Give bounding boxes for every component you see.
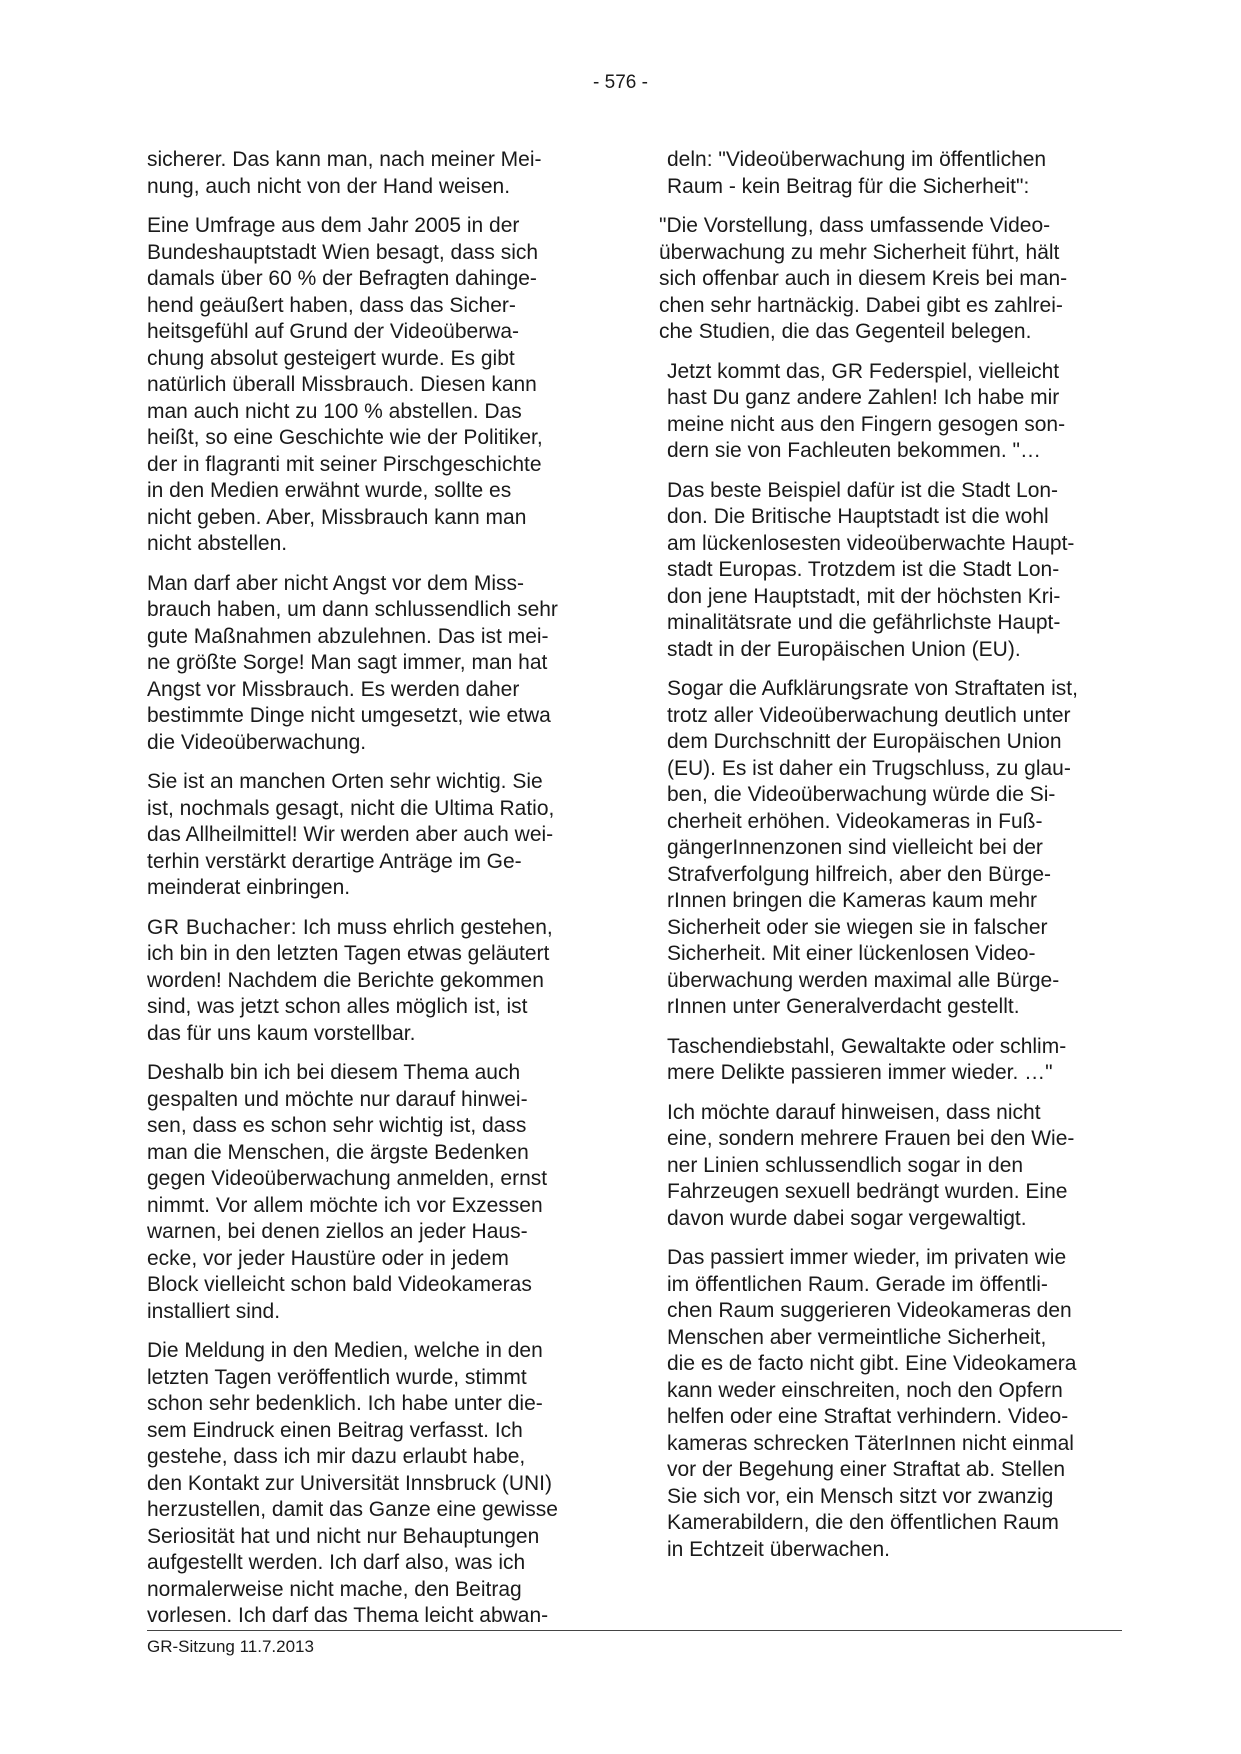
text-line: überwachung zu mehr Sicherheit führt, hält bbox=[659, 240, 1060, 264]
text-line: stadt Europas. Trotzdem ist die Stadt Lon- bbox=[667, 558, 1060, 581]
text-line: Fahrzeugen sexuell bedrängt wurden. Eine bbox=[667, 1180, 1068, 1203]
text-line: dern sie von Fachleuten bekommen. "… bbox=[667, 439, 1041, 462]
text-line: worden! Nachdem die Berichte gekommen bbox=[147, 968, 544, 992]
text-line: damals über 60 % der Befragten dahinge- bbox=[147, 267, 537, 290]
text-line: chen Raum suggerieren Videokameras den bbox=[667, 1299, 1072, 1322]
text-line: überwachung werden maximal alle Bürge- bbox=[667, 968, 1060, 992]
text-line: natürlich überall Missbrauch. Diesen kann bbox=[147, 373, 537, 396]
text-line: sen, dass es schon sehr wichtig ist, dass bbox=[147, 1114, 527, 1137]
text-line: nicht abstellen. bbox=[147, 532, 288, 555]
paragraph bbox=[667, 1100, 1127, 1233]
text-line: im öffentlichen Raum. Gerade im öffentli- bbox=[667, 1272, 1048, 1296]
text-line: cherheit erhöhen. Videokameras in Fuß- bbox=[667, 809, 1043, 833]
text-line: vorlesen. Ich darf das Thema leicht abwan- bbox=[147, 1604, 549, 1627]
text-line: dem Durchschnitt der Europäischen Union bbox=[667, 730, 1062, 753]
text-line: (EU). Es ist daher ein Trugschluss, zu glau- bbox=[667, 756, 1071, 780]
text-line: trotz aller Videoüberwachung deutlich unter bbox=[667, 703, 1071, 727]
text-line: ne größte Sorge! Man sagt immer, man hat bbox=[147, 651, 548, 674]
right-column bbox=[659, 147, 1127, 1576]
text-line: heißt, so eine Geschichte wie der Politiker, bbox=[147, 426, 543, 449]
text-line: Block vielleicht schon bald Videokameras bbox=[147, 1273, 532, 1296]
paragraph bbox=[667, 359, 1127, 465]
text-line: kann weder einschreiten, noch den Opfern bbox=[667, 1378, 1063, 1402]
text-line: Menschen aber vermeintliche Sicherheit, bbox=[667, 1325, 1047, 1349]
text-line: Sogar die Aufklärungsrate von Straftaten ist, bbox=[667, 677, 1078, 700]
text-line: installiert sind. bbox=[147, 1299, 281, 1323]
paragraph bbox=[667, 147, 1127, 200]
left-column bbox=[147, 147, 602, 1643]
text-line: sicherer. Das kann man, nach meiner Mei- bbox=[147, 148, 542, 171]
text-line: normalerweise nicht mache, den Beitrag bbox=[147, 1577, 522, 1601]
text-line: das Allheilmittel! Wir werden aber auch wei- bbox=[147, 823, 554, 846]
text-line: man auch nicht zu 100 % abstellen. Das bbox=[147, 399, 522, 423]
text-line: nicht geben. Aber, Missbrauch kann man bbox=[147, 505, 527, 529]
text-line: Kamerabildern, die den öffentlichen Raum bbox=[667, 1511, 1059, 1534]
text-line: nimmt. Vor allem möchte ich vor Exzessen bbox=[147, 1193, 543, 1217]
text-line: gespalten und möchte nur darauf hinwei- bbox=[147, 1087, 528, 1111]
text-line: Eine Umfrage aus dem Jahr 2005 in der bbox=[147, 214, 520, 237]
text-line: Sicherheit oder sie wiegen sie in falscher bbox=[667, 915, 1048, 939]
paragraph bbox=[147, 915, 602, 1048]
paragraph bbox=[147, 147, 602, 200]
text-line: Raum - kein Beitrag für die Sicherheit": bbox=[667, 174, 1030, 198]
text-line: Sie sich vor, ein Mensch sitzt vor zwanzig bbox=[667, 1484, 1054, 1508]
text-line: die es de facto nicht gibt. Eine Videokamera bbox=[667, 1352, 1077, 1375]
text-line: rInnen bringen die Kameras kaum mehr bbox=[667, 889, 1038, 912]
text-line: don. Die Britische Hauptstadt ist die wohl bbox=[667, 505, 1049, 528]
text-line: der in flagranti mit seiner Pirschgeschichte bbox=[147, 452, 542, 476]
text-line: die Videoüberwachung. bbox=[147, 730, 367, 754]
text-line: gestehe, dass ich mir dazu erlaubt habe, bbox=[147, 1445, 526, 1468]
text-line: Bundeshauptstadt Wien besagt, dass sich bbox=[147, 240, 539, 264]
paragraph bbox=[147, 1338, 602, 1630]
text-line: mere Delikte passieren immer wieder. …" bbox=[667, 1061, 1053, 1084]
text-line: chen sehr hartnäckig. Dabei gibt es zahlrei- bbox=[659, 293, 1063, 317]
text-line: che Studien, die das Gegenteil belegen. bbox=[659, 320, 1032, 343]
text-line: warnen, bei denen ziellos an jeder Haus- bbox=[147, 1220, 528, 1243]
text-line: Taschendiebstahl, Gewaltakte oder schlim- bbox=[667, 1034, 1067, 1058]
text-line: in Echtzeit überwachen. bbox=[667, 1537, 890, 1561]
text-line: schon sehr bedenklich. Ich habe unter die- bbox=[147, 1392, 543, 1415]
text-line: Strafverfolgung hilfreich, aber den Bürge- bbox=[667, 862, 1052, 886]
text-line: gegen Videoüberwachung anmelden, ernst bbox=[147, 1167, 548, 1190]
text-line: eine, sondern mehrere Frauen bei den Wie- bbox=[667, 1127, 1075, 1150]
text-line: ich bin in den letzten Tagen etwas geläutert bbox=[147, 942, 550, 965]
text-line: letzten Tagen veröffentlich wurde, stimmt bbox=[147, 1365, 527, 1389]
paragraph bbox=[667, 478, 1127, 664]
text-line: bestimmte Dinge nicht umgesetzt, wie etwa bbox=[147, 704, 551, 727]
text-line: sich offenbar auch in diesem Kreis bei man- bbox=[659, 267, 1068, 290]
text-line: brauch haben, um dann schlussendlich sehr bbox=[147, 598, 558, 621]
text-line: das für uns kaum vorstellbar. bbox=[147, 1021, 416, 1045]
text-line: Ich möchte darauf hinweisen, dass nicht bbox=[667, 1100, 1041, 1124]
speaker-name: GR Buchacher: bbox=[147, 915, 298, 939]
text-line: aufgestellt werden. Ich darf also, was ich bbox=[147, 1551, 526, 1574]
footer-divider bbox=[147, 1630, 1122, 1631]
text-line: ist, nochmals gesagt, nicht die Ultima Ratio, bbox=[147, 796, 555, 820]
page-number: - 576 - bbox=[593, 72, 648, 93]
text-line: meine nicht aus den Fingern gesogen son- bbox=[667, 412, 1066, 436]
text-line: man die Menschen, die ärgste Bedenken bbox=[147, 1140, 529, 1164]
footer-session-date: GR-Sitzung 11.7.2013 bbox=[147, 1637, 314, 1656]
text-line: GR Buchacher: Ich muss ehrlich gestehen, bbox=[147, 915, 553, 939]
text-line: ben, die Videoüberwachung würde die Si- bbox=[667, 783, 1056, 806]
paragraph bbox=[667, 676, 1127, 1021]
text-line: Das beste Beispiel dafür ist die Stadt Lon- bbox=[667, 478, 1059, 502]
paragraph bbox=[147, 571, 602, 757]
text-line: sind, was jetzt schon alles möglich ist, ist bbox=[147, 995, 528, 1018]
text-line: deln: "Videoüberwachung im öffentlichen bbox=[667, 148, 1047, 171]
text-line: Seriosität hat und nicht nur Behauptungen bbox=[147, 1524, 540, 1548]
text-line: hend geäußert haben, dass das Sicher- bbox=[147, 293, 516, 317]
text-line: Das passiert immer wieder, im privaten wie bbox=[667, 1246, 1067, 1269]
text-line: nung, auch nicht von der Hand weisen. bbox=[147, 174, 511, 198]
text-line: hast Du ganz andere Zahlen! Ich habe mir bbox=[667, 386, 1060, 409]
text-line: in den Medien erwähnt wurde, sollte es bbox=[147, 479, 512, 502]
text-line: davon wurde dabei sogar vergewaltigt. bbox=[667, 1206, 1027, 1230]
text-line: don jene Hauptstadt, mit der höchsten Kri- bbox=[667, 584, 1061, 608]
text-line: minalitätsrate und die gefährlichste Haupt- bbox=[667, 611, 1061, 634]
text-line: Deshalb bin ich bei diesem Thema auch bbox=[147, 1061, 521, 1084]
text-line: ner Linien schlussendlich sogar in den bbox=[667, 1153, 1024, 1177]
text-line: Sicherheit. Mit einer lückenlosen Video- bbox=[667, 942, 1036, 965]
paragraph bbox=[147, 213, 602, 558]
paragraph bbox=[147, 1060, 602, 1325]
text-line: vor der Begehung einer Straftat ab. Stellen bbox=[667, 1458, 1066, 1481]
text-line: Die Meldung in den Medien, welche in den bbox=[147, 1339, 543, 1362]
text-line: "Die Vorstellung, dass umfassende Video- bbox=[659, 214, 1051, 237]
paragraph bbox=[147, 769, 602, 902]
text-line: terhin verstärkt derartige Anträge im Ge- bbox=[147, 849, 522, 873]
paragraph bbox=[659, 213, 1127, 346]
paragraph bbox=[667, 1034, 1127, 1087]
text-line: sem Eindruck einen Beitrag verfasst. Ich bbox=[147, 1418, 523, 1442]
text-line: meinderat einbringen. bbox=[147, 876, 351, 899]
text-line: rInnen unter Generalverdacht gestellt. bbox=[667, 995, 1020, 1018]
text-line: Jetzt kommt das, GR Federspiel, vielleicht bbox=[667, 359, 1060, 383]
text-line: den Kontakt zur Universität Innsbruck (UNI) bbox=[147, 1471, 552, 1495]
paragraph bbox=[667, 1245, 1127, 1563]
text-line: Man darf aber nicht Angst vor dem Miss- bbox=[147, 571, 524, 595]
text-line: Sie ist an manchen Orten sehr wichtig. Sie bbox=[147, 770, 543, 793]
text-line: ecke, vor jeder Haustüre oder in jedem bbox=[147, 1246, 509, 1270]
text-line: am lückenlosesten videoüberwachte Haupt- bbox=[667, 531, 1075, 555]
text-line: helfen oder eine Straftat verhindern. Video- bbox=[667, 1405, 1069, 1428]
text-line: herzustellen, damit das Ganze eine gewisse bbox=[147, 1498, 558, 1521]
text-line: Angst vor Missbrauch. Es werden daher bbox=[147, 677, 520, 701]
text-line: heitsgefühl auf Grund der Videoüberwa- bbox=[147, 320, 520, 343]
text-line: kameras schrecken TäterInnen nicht einmal bbox=[667, 1431, 1074, 1455]
text-line: gute Maßnahmen abzulehnen. Das ist mei- bbox=[147, 624, 549, 648]
text-line: stadt in der Europäischen Union (EU). bbox=[667, 637, 1021, 661]
text-line: gängerInnenzonen sind vielleicht bei der bbox=[667, 836, 1043, 859]
text-line: chung absolut gesteigert wurde. Es gibt bbox=[147, 346, 515, 370]
